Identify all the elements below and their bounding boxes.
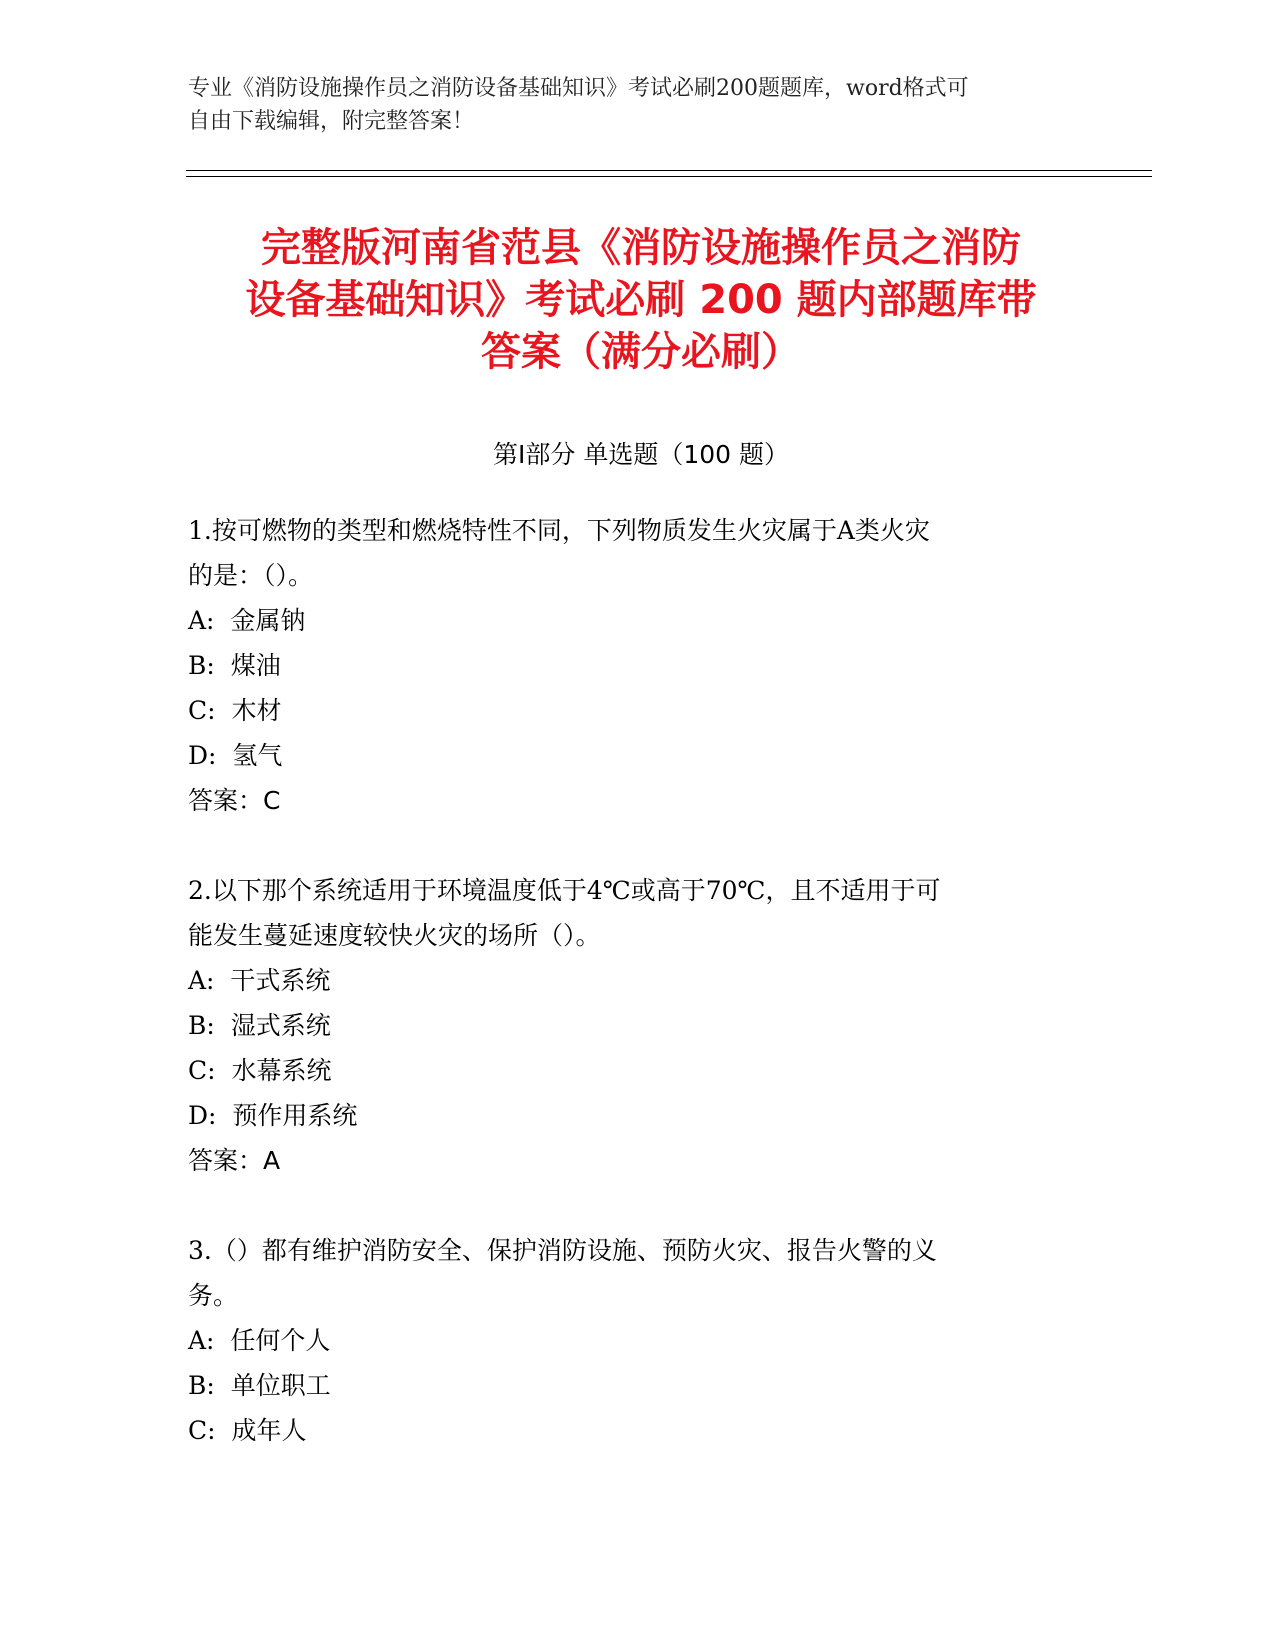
question-stem-line: 能发生蔓延速度较快火灾的场所（）。 — [188, 921, 601, 950]
option-c: C: 木材 — [188, 696, 282, 725]
title-line-2: 设备基础知识》考试必刷 200 题内部题库带 — [245, 277, 1037, 323]
option-b: B: 煤油 — [188, 651, 281, 680]
question-1 — [188, 508, 1068, 823]
header-line-1: 专业《消防设施操作员之消防设备基础知识》考试必刷200题题库，word格式可 — [188, 76, 969, 101]
header-divider-top — [186, 170, 1152, 171]
option-a: A: 任何个人 — [188, 1326, 331, 1355]
header-divider-bottom — [186, 176, 1152, 177]
question-stem-line: 的是：（）。 — [188, 561, 314, 590]
document-header — [188, 72, 1068, 138]
option-a: A: 金属钠 — [188, 606, 306, 635]
option-c: C: 成年人 — [188, 1416, 307, 1445]
question-3 — [188, 1228, 1068, 1453]
answer-line: 答案：A — [188, 1146, 281, 1175]
answer-line: 答案：C — [188, 786, 281, 815]
option-b: B: 单位职工 — [188, 1371, 331, 1400]
title-line-3: 答案（满分必刷） — [481, 329, 801, 375]
question-stem-line: 2.以下那个系统适用于环境温度低于4℃或高于70℃，且不适用于可 — [188, 876, 941, 905]
question-stem-line: 3.（）都有维护消防安全、保护消防设施、预防火灾、报告火警的义 — [188, 1236, 937, 1265]
question-stem-line: 务。 — [188, 1281, 239, 1310]
question-2 — [188, 868, 1068, 1183]
option-d: D: 氢气 — [188, 741, 283, 770]
question-stem-line: 1.按可燃物的类型和燃烧特性不同，下列物质发生火灾属于A类火灾 — [188, 516, 930, 545]
option-d: D: 预作用系统 — [188, 1101, 358, 1130]
option-c: C: 水幕系统 — [188, 1056, 332, 1085]
title-line-1: 完整版河南省范县《消防设施操作员之消防 — [261, 225, 1021, 271]
option-a: A: 干式系统 — [188, 966, 331, 995]
option-b: B: 湿式系统 — [188, 1011, 331, 1040]
header-line-2: 自由下载编辑，附完整答案！ — [188, 109, 475, 134]
document-title — [176, 222, 1106, 378]
section-title: 第Ⅰ部分 单选题（100 题） — [493, 440, 789, 469]
